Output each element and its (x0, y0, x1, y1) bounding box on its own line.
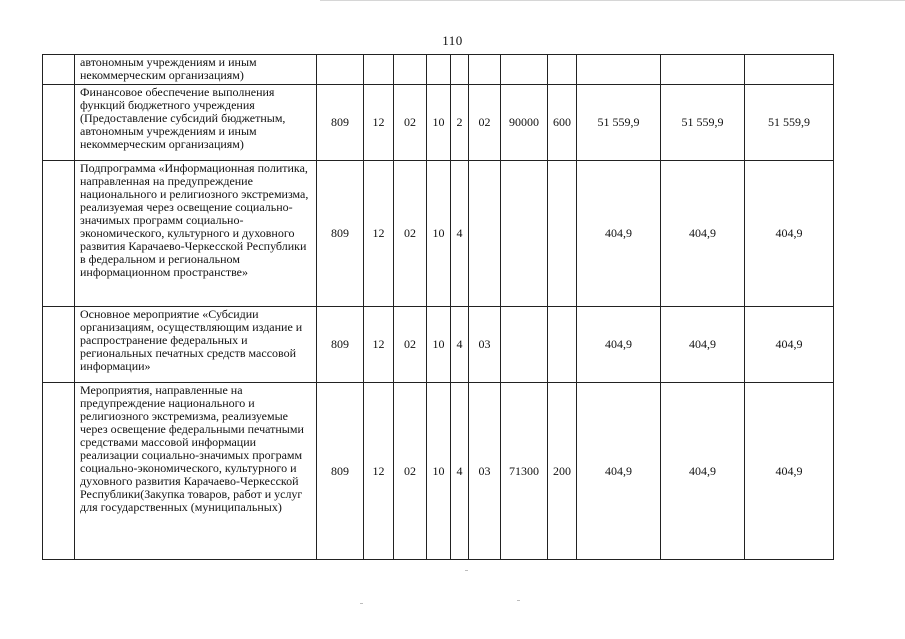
section-code-cell: 12 (364, 307, 394, 383)
program-code-cell: 10 (427, 161, 451, 307)
event-code-cell: 03 (469, 307, 501, 383)
table-row (43, 55, 834, 85)
budget-table (42, 54, 834, 560)
direction-code-cell: 71300 (501, 383, 548, 560)
subprogram-code-cell: 2 (451, 85, 469, 161)
description-cell: Финансовое обеспечение выполнения функций бюджетного учреждения (Предоставление субсидий бюджетным, автономным учреждениям и иным некоммерческим организациям) (75, 85, 317, 161)
row-number-cell (43, 161, 75, 307)
expense-type-cell (548, 307, 577, 383)
page-number: 110 (442, 33, 463, 48)
section-code-cell: 12 (364, 383, 394, 560)
amount-year-2-cell (661, 55, 745, 85)
expense-type-cell: 600 (548, 85, 577, 161)
table-row (43, 307, 834, 383)
program-code-cell: 10 (427, 85, 451, 161)
scan-edge-line (320, 0, 905, 1)
subprogram-code-cell: 4 (451, 307, 469, 383)
amount-year-3-cell: 404,9 (745, 307, 834, 383)
amount-year-1-cell: 404,9 (577, 383, 661, 560)
subprogram-code-cell: 4 (451, 161, 469, 307)
row-number-cell (43, 55, 75, 85)
section-code-cell (364, 55, 394, 85)
program-code-cell: 10 (427, 383, 451, 560)
event-code-cell: 03 (469, 383, 501, 560)
amount-year-1-cell (577, 55, 661, 85)
amount-year-1-cell: 404,9 (577, 307, 661, 383)
scan-speck (465, 570, 468, 571)
amount-year-2-cell: 404,9 (661, 161, 745, 307)
direction-code-cell: 90000 (501, 85, 548, 161)
program-code-cell: 10 (427, 307, 451, 383)
section-code-cell: 12 (364, 85, 394, 161)
subprogram-code-cell (451, 55, 469, 85)
event-code-cell (469, 55, 501, 85)
row-number-cell (43, 307, 75, 383)
amount-year-1-cell: 404,9 (577, 161, 661, 307)
subprogram-code-cell: 4 (451, 383, 469, 560)
ministry-code-cell (317, 55, 364, 85)
subsection-code-cell: 02 (394, 383, 427, 560)
event-code-cell: 02 (469, 85, 501, 161)
section-code-cell: 12 (364, 161, 394, 307)
expense-type-cell (548, 55, 577, 85)
amount-year-1-cell: 51 559,9 (577, 85, 661, 161)
row-number-cell (43, 383, 75, 560)
amount-year-3-cell: 51 559,9 (745, 85, 834, 161)
ministry-code-cell: 809 (317, 161, 364, 307)
subsection-code-cell: 02 (394, 85, 427, 161)
amount-year-3-cell: 404,9 (745, 383, 834, 560)
ministry-code-cell: 809 (317, 383, 364, 560)
ministry-code-cell: 809 (317, 307, 364, 383)
direction-code-cell (501, 307, 548, 383)
direction-code-cell (501, 55, 548, 85)
scan-speck (517, 600, 520, 601)
ministry-code-cell: 809 (317, 85, 364, 161)
table-body (43, 55, 834, 560)
table-row (43, 161, 834, 307)
amount-year-2-cell: 404,9 (661, 307, 745, 383)
amount-year-3-cell: 404,9 (745, 161, 834, 307)
table-row (43, 85, 834, 161)
direction-code-cell (501, 161, 548, 307)
amount-year-3-cell (745, 55, 834, 85)
expense-type-cell (548, 161, 577, 307)
subsection-code-cell: 02 (394, 161, 427, 307)
description-cell: Подпрограмма «Информационная политика, направленная на предупреждение национального и религиозного экстремизма, реализуемая через освещение социально-значимых программ социально-экономического, культурного и духовного развития Карачаево-Черкесской Республики в федеральном и региональном информационном пространстве» (75, 161, 317, 307)
table-row (43, 383, 834, 560)
scan-speck (360, 603, 363, 604)
subsection-code-cell (394, 55, 427, 85)
program-code-cell (427, 55, 451, 85)
amount-year-2-cell: 404,9 (661, 383, 745, 560)
row-number-cell (43, 85, 75, 161)
subsection-code-cell: 02 (394, 307, 427, 383)
expense-type-cell: 200 (548, 383, 577, 560)
event-code-cell (469, 161, 501, 307)
amount-year-2-cell: 51 559,9 (661, 85, 745, 161)
description-cell: Мероприятия, направленные на предупреждение национального и религиозного экстремизма, реализуемые через освещение федеральными печатными средствами массовой информации реализации социально-значимых программ социально-экономического, культурного и духовного развития Карачаево-Черкесской Республики(Закупка товаров, работ и услуг для государственных (муниципальных) (75, 383, 317, 560)
description-cell: Основное мероприятие «Субсидии организациям, осуществляющим издание и распространение федеральных и региональных печатных средств массовой информации» (75, 307, 317, 383)
description-cell: автономным учреждениям и иным некоммерческим организациям) (75, 55, 317, 85)
